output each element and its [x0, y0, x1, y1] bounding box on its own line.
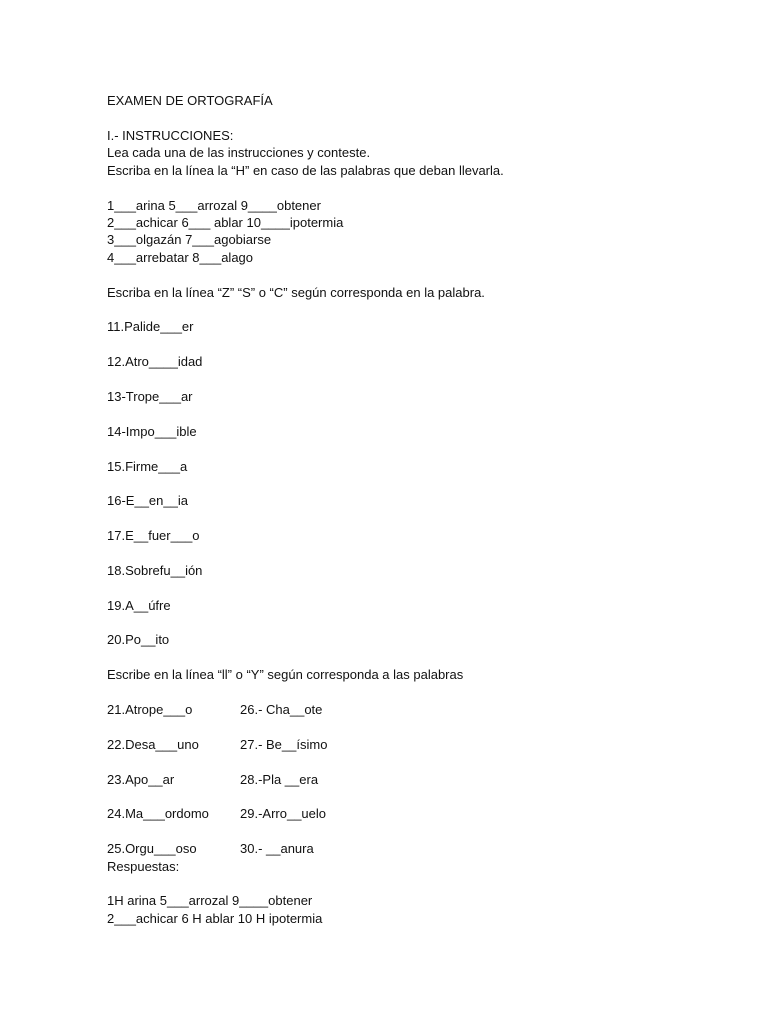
- zsc-instruction: Escriba en la línea “Z” “S” o “C” según corresponda en la palabra.: [107, 284, 485, 300]
- h-exercise-row: 2___achicar 6___ ablar 10____ipotermia: [107, 214, 344, 230]
- h-exercise-row: 3___olgazán 7___agobiarse: [107, 232, 272, 248]
- zsc-item: 20.Po__ito: [107, 632, 170, 648]
- h-exercise-row: 4___arrebatar 8___alago: [107, 249, 254, 265]
- lly-item: 26.- Cha__ote: [240, 702, 323, 717]
- zsc-item: 12.Atro____idad: [107, 354, 203, 370]
- lly-item: 30.- __anura: [240, 841, 314, 857]
- lly-row: [107, 736, 707, 753]
- lly-item: 22.Desa___uno: [107, 736, 199, 752]
- lly-item: 25.Orgu___oso: [107, 841, 197, 857]
- lly-row: [107, 771, 707, 788]
- zsc-item: 17.E__fuer___o: [107, 528, 200, 544]
- answer-row: 2___achicar 6 H ablar 10 H ipotermia: [107, 910, 323, 926]
- lly-row: [107, 701, 707, 718]
- h-instruction: Escriba en la línea la “H” en caso de las palabras que deban llevarla.: [107, 162, 504, 178]
- exam-title: EXAMEN DE ORTOGRAFÍA: [107, 93, 273, 108]
- lly-row: [107, 840, 707, 857]
- h-exercise-row: 1___arina 5___arrozal 9____obtener: [107, 197, 321, 213]
- zsc-item: 19.A__úfre: [107, 597, 171, 613]
- answer-row: 1H arina 5___arrozal 9____obtener: [107, 893, 313, 909]
- instructions-heading: I.- INSTRUCCIONES:: [107, 127, 234, 143]
- lly-item: 28.-Pla __era: [240, 771, 319, 787]
- zsc-item: 13-Trope___ar: [107, 388, 193, 404]
- lly-item: 21.Atrope___o: [107, 702, 193, 717]
- answers-heading: Respuestas:: [107, 858, 180, 874]
- zsc-item: 14-Impo___ible: [107, 423, 197, 439]
- exam-document: [107, 92, 707, 927]
- lly-row: [107, 805, 707, 822]
- zsc-item: 11.Palide___er: [107, 319, 194, 335]
- zsc-item: 18.Sobrefu__ión: [107, 562, 203, 578]
- instructions-line: Lea cada una de las instrucciones y conteste.: [107, 145, 371, 161]
- zsc-item: 16-E__en__ia: [107, 493, 188, 509]
- zsc-item: 15.Firme___a: [107, 458, 188, 474]
- lly-item: 24.Ma___ordomo: [107, 806, 209, 822]
- lly-item: 23.Apo__ar: [107, 771, 175, 787]
- lly-item: 27.- Be__ísimo: [240, 736, 328, 752]
- lly-instruction: Escribe en la línea “ll” o “Y” según corresponda a las palabras: [107, 667, 464, 683]
- lly-item: 29.-Arro__uelo: [240, 806, 326, 822]
